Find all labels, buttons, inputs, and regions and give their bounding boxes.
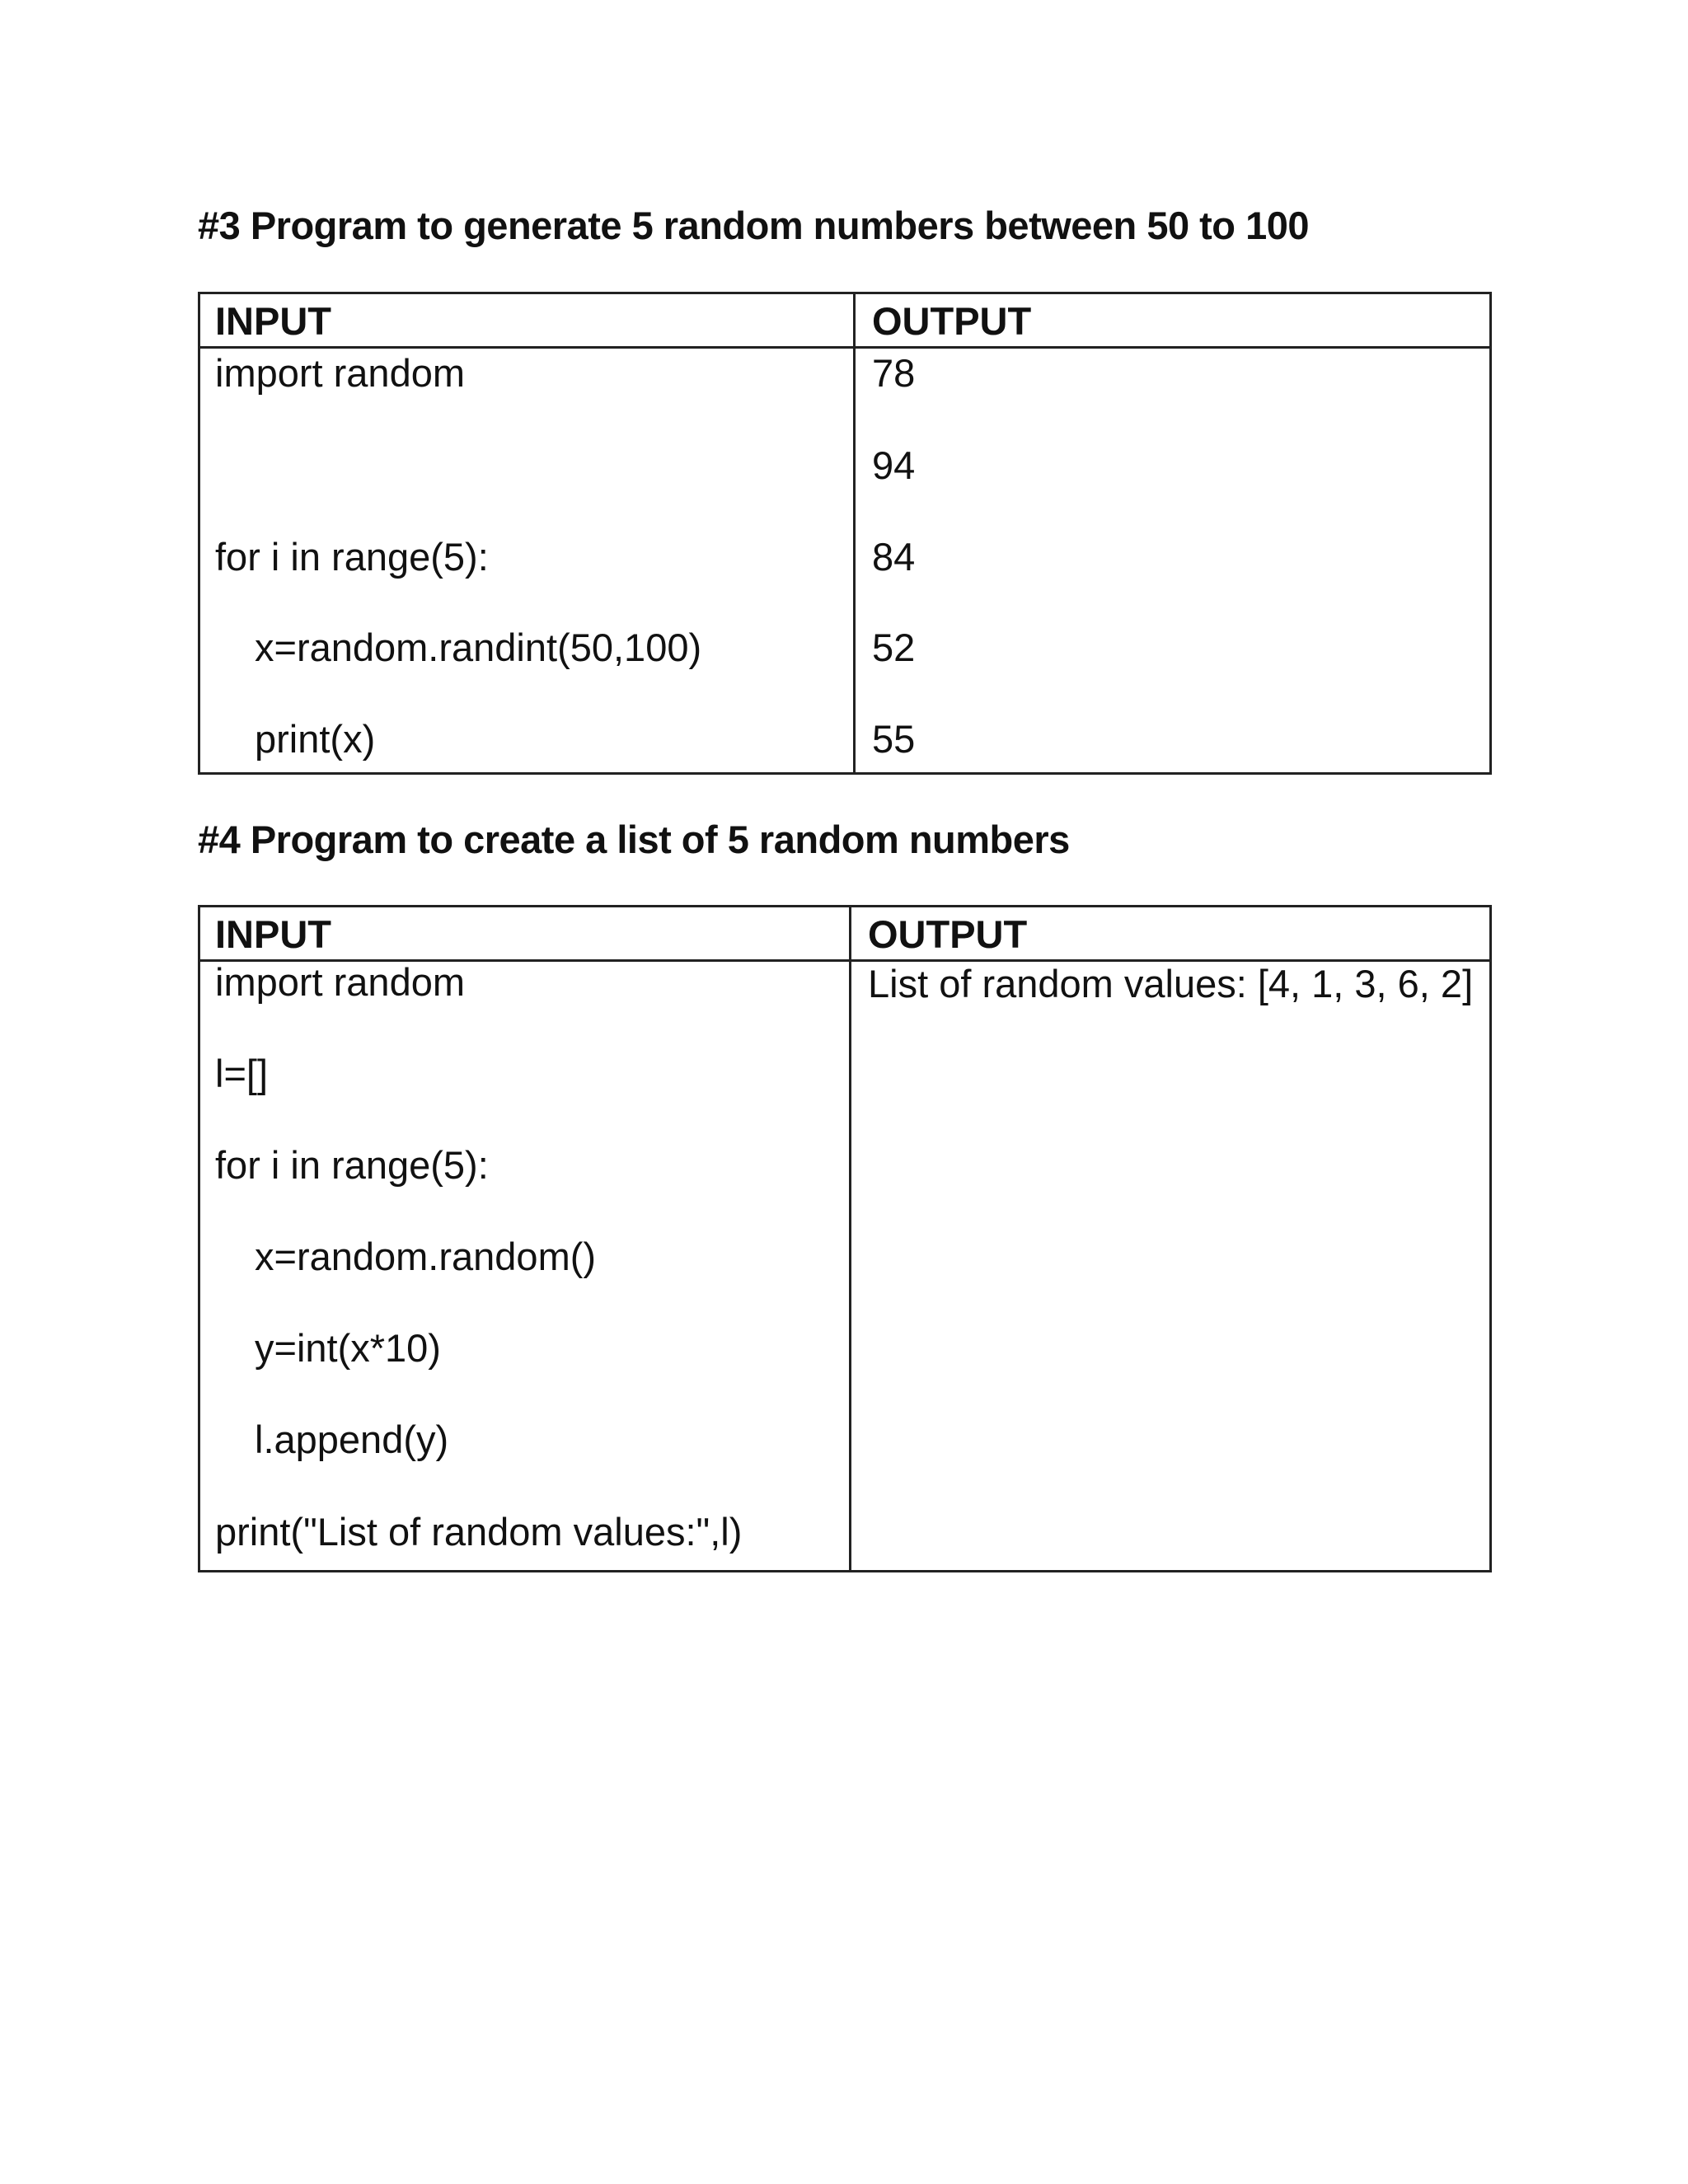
code-line: print(x) xyxy=(255,717,376,761)
code-line: x=random.randint(50,100) xyxy=(255,626,702,669)
code-line: for i in range(5): xyxy=(215,1143,489,1187)
output-line: 84 xyxy=(872,535,916,579)
column-divider xyxy=(849,907,851,1570)
output-line: 78 xyxy=(872,351,916,395)
header-divider xyxy=(200,346,1489,349)
program-3-table xyxy=(198,292,1492,775)
code-line: l.append(y) xyxy=(255,1418,449,1461)
output-header: OUTPUT xyxy=(868,912,1028,956)
output-header: OUTPUT xyxy=(872,299,1032,343)
output-line: 52 xyxy=(872,626,916,669)
input-header: INPUT xyxy=(215,299,331,343)
code-line: x=random.random() xyxy=(255,1235,597,1278)
code-line: y=int(x*10) xyxy=(255,1326,441,1370)
program-4-table xyxy=(198,905,1492,1572)
output-text: List of random values: [4, 1, 3, 6, 2] xyxy=(868,962,1474,1005)
program-4-title: #4 Program to create a list of 5 random numbers xyxy=(198,818,1070,861)
code-line: import random xyxy=(215,960,465,1004)
output-line: 55 xyxy=(872,717,916,761)
input-header: INPUT xyxy=(215,912,331,956)
code-line: l=[] xyxy=(215,1052,269,1095)
program-3-title: #3 Program to generate 5 random numbers between 50 to 100 xyxy=(198,204,1309,247)
code-line: print("List of random values:",l) xyxy=(215,1510,743,1554)
output-line: 94 xyxy=(872,443,916,487)
column-divider xyxy=(853,294,856,772)
code-line: for i in range(5): xyxy=(215,535,489,579)
code-line: import random xyxy=(215,351,465,395)
